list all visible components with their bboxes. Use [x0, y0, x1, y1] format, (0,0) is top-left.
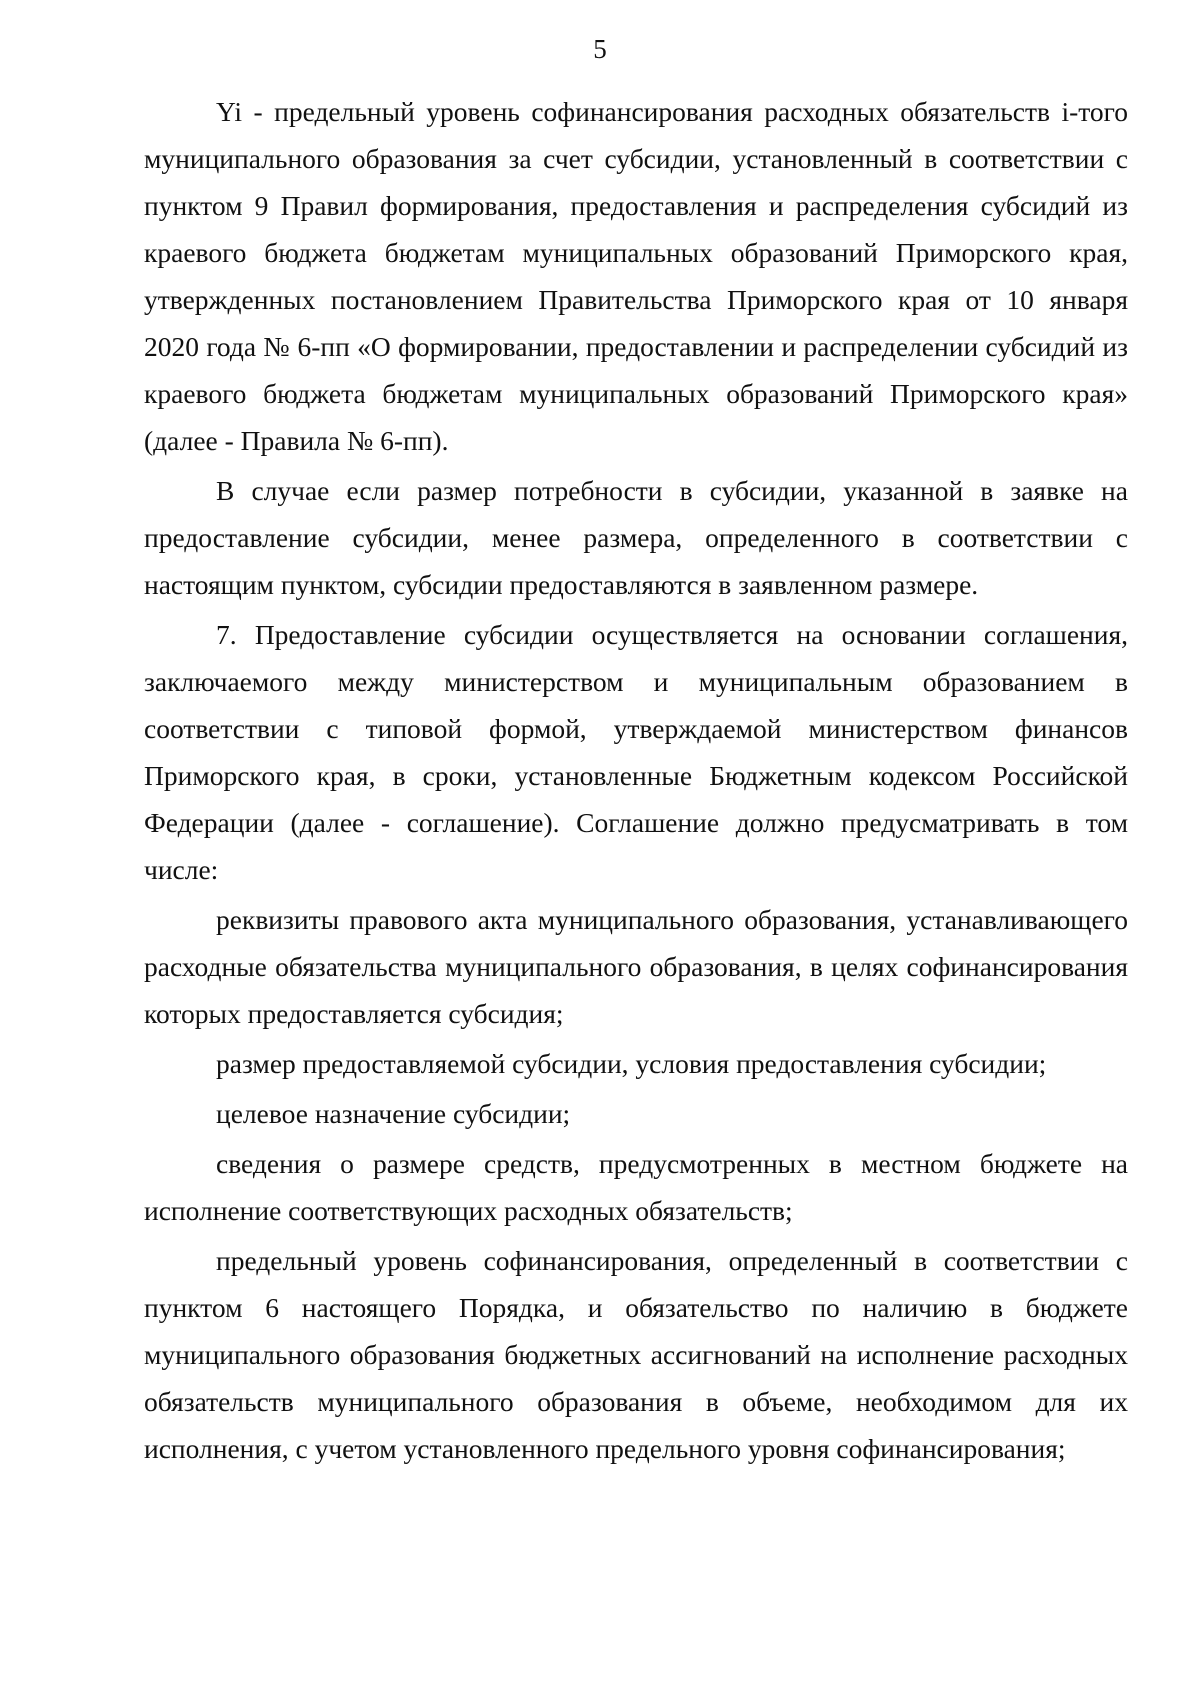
page-number: 5	[593, 34, 607, 64]
paragraph-subsidy-purpose: целевое назначение субсидии;	[216, 1098, 571, 1129]
paragraph-yi-definition: Yi - предельный уровень софинансирования расходных обязательств i-того муниципального образования за счет субсидии, установленный в соответствии с пунктом 9 Правил формирования, предоставления и распределения субсидий из краевого бюджета бюджетам муниципальных образований Приморского края, утвержденных постановлением Правительства Приморского края от 10 января 2020 года № 6-пп «О формировании, предоставлении и распределении субсидий из краевого бюджета бюджетам муниципальных образований Приморского края» (далее - Правила № 6-пп).	[144, 96, 1128, 456]
paragraph-item-7-agreement: 7. Предоставление субсидии осуществляется на основании соглашения, заключаемого между министерством и муниципальным образованием в соответствии с типовой формой, утверждаемой министерством финансов Приморского края, в сроки, установленные Бюджетным кодексом Российской Федерации (далее - соглашение). Соглашение должно предусматривать в том числе:	[144, 619, 1128, 885]
paragraph-legal-act-details: реквизиты правового акта муниципального образования, устанавливающего расходные обязательства муниципального образования, в целях софинансирования которых предоставляется субсидия;	[144, 904, 1128, 1029]
paragraph-cofinancing-level: предельный уровень софинансирования, определенный в соответствии с пунктом 6 настоящего Порядка, и обязательство по наличию в бюджете муниципального образования бюджетных ассигнований на исполнение расходных обязательств муниципального образования в объеме, необходимом для их исполнения, с учетом установленного предельного уровня софинансирования;	[144, 1245, 1128, 1464]
paragraph-subsidy-need: В случае если размер потребности в субсидии, указанной в заявке на предоставление субсидии, менее размера, определенного в соответствии с настоящим пунктом, субсидии предоставляются в заявленном размере.	[144, 475, 1128, 600]
paragraph-local-budget-funds: сведения о размере средств, предусмотренных в местном бюджете на исполнение соответствующих расходных обязательств;	[144, 1148, 1128, 1226]
paragraph-subsidy-size: размер предоставляемой субсидии, условия предоставления субсидии;	[216, 1048, 1047, 1079]
document-body	[144, 88, 1128, 1475]
